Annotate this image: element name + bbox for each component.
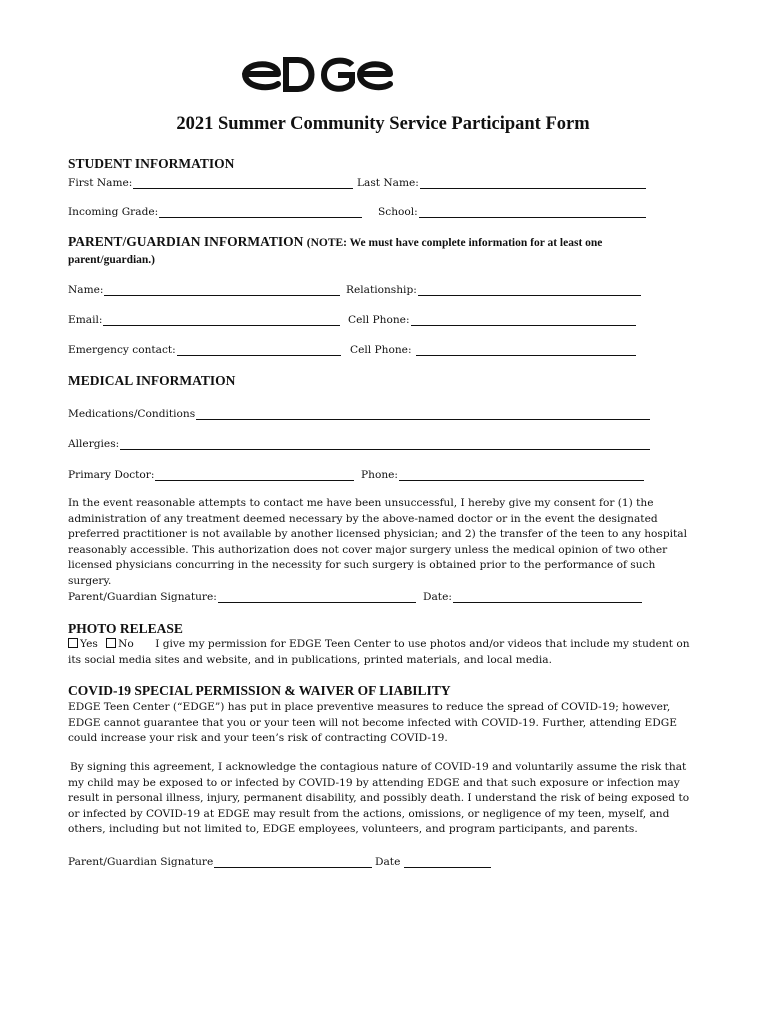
email-label: Email: [68, 314, 103, 326]
medical-signature-label: Parent/Guardian Signature: [68, 591, 217, 603]
primary-doctor-label: Primary Doctor: [68, 469, 155, 481]
emergency-cell-phone-field[interactable] [350, 341, 636, 356]
student-school-row [68, 203, 698, 219]
parent-note: (NOTE: We must have complete information for at least one parent/guardian.) [68, 237, 603, 266]
covid-heading: COVID-19 SPECIAL PERMISSION & WAIVER OF LIABILITY [68, 683, 451, 698]
emergency-cell-phone-label: Cell Phone: [350, 344, 412, 356]
email-field[interactable] [68, 311, 340, 326]
emergency-row [68, 341, 698, 357]
covid-paragraph-2: By signing this agreement, I acknowledge the contagious nature of COVID-19 and voluntarily assume the risk that my child may be exposed to or infected by COVID-19 by attending EDGE and that such exposure or infection may result in personal illness, injury, permanent disability, and possibly death. I understand the risk of being exposed to or infected by COVID-19 at EDGE may result from the actions, omissions, or negligence of my teen, myself, and others, including but not limited to, EDGE employees, volunteers, and program participants, and parents. [68, 761, 690, 836]
medications-label: Medications/Conditions [68, 408, 196, 420]
emergency-contact-field[interactable] [68, 341, 341, 356]
photo-release-heading: PHOTO RELEASE [68, 621, 183, 636]
relationship-field[interactable] [346, 281, 641, 296]
photo-yes-checkbox[interactable] [68, 638, 78, 648]
school-field[interactable] [378, 203, 646, 218]
allergies-label: Allergies: [68, 438, 120, 450]
form-title: 2021 Summer Community Service Participant Form [176, 114, 590, 134]
medical-date-label: Date: [423, 591, 452, 603]
medical-consent-text [68, 496, 698, 590]
medications-field[interactable] [68, 405, 650, 420]
covid-text-1 [68, 700, 698, 747]
covid-text-2 [68, 760, 698, 838]
photo-release-paragraph: I give my permission for EDGE Teen Center to use photos and/or videos that include my student on its social media sites and website, and in publications, printed materials, and local media. [68, 638, 690, 666]
medications-row [68, 405, 698, 421]
medical-consent-paragraph: In the event reasonable attempts to contact me have been unsuccessful, I hereby give my consent for (1) the administration of any treatment deemed necessary by the above-named doctor or in the event the designated preferred practitioner is not available by another licensed physician; and 2) the transfer of the teen to any hospital reasonably accessible. This authorization does not cover major surgery unless the medical opinion of two other licensed physicians concurring in the necessity for such surgery is obtained prior to the performance of such surgery. [68, 497, 687, 587]
cell-phone-label: Cell Phone: [348, 314, 410, 326]
primary-doctor-field[interactable] [68, 466, 354, 481]
doctor-phone-field[interactable] [361, 466, 644, 481]
last-name-label: Last Name: [357, 177, 419, 189]
doctor-row [68, 466, 698, 482]
parent-heading-text: PARENT/GUARDIAN INFORMATION [68, 234, 304, 249]
last-name-field[interactable] [357, 174, 646, 189]
parent-heading [68, 234, 648, 268]
medical-signature-field[interactable] [68, 588, 416, 603]
first-name-field[interactable] [68, 174, 353, 189]
medical-signature-row [68, 588, 698, 604]
medical-date-field[interactable] [423, 588, 642, 603]
covid-signature-field[interactable] [68, 853, 372, 868]
covid-signature-label: Parent/Guardian Signature [68, 856, 214, 868]
photo-yes-label: Yes [80, 638, 98, 650]
allergies-field[interactable] [68, 435, 650, 450]
photo-no-label: No [118, 638, 134, 650]
relationship-label: Relationship: [346, 284, 417, 296]
photo-release-text [68, 637, 698, 668]
medical-heading: MEDICAL INFORMATION [68, 373, 236, 388]
photo-no-checkbox[interactable] [106, 638, 116, 648]
parent-contact-row [68, 311, 698, 327]
parent-name-row [68, 281, 698, 297]
covid-date-label: Date [375, 856, 401, 868]
first-name-label: First Name: [68, 177, 133, 189]
incoming-grade-label: Incoming Grade: [68, 206, 159, 218]
parent-name-field[interactable] [68, 281, 340, 296]
school-label: School: [378, 206, 418, 218]
parent-name-label: Name: [68, 284, 104, 296]
incoming-grade-field[interactable] [68, 203, 362, 218]
covid-date-field[interactable] [375, 853, 491, 868]
covid-signature-row [68, 853, 698, 869]
edge-logo [240, 50, 395, 95]
emergency-contact-label: Emergency contact: [68, 344, 176, 356]
student-name-row [68, 174, 698, 190]
covid-paragraph-1: EDGE Teen Center (“EDGE”) has put in place preventive measures to reduce the spread of COVID-19; however, EDGE cannot guarantee that you or your teen will not become infected with COVID-19. Further, attending EDGE could increase your risk and your teen’s risk of contracting COVID-19. [68, 701, 677, 745]
student-heading: STUDENT INFORMATION [68, 156, 235, 171]
cell-phone-field[interactable] [348, 311, 636, 326]
doctor-phone-label: Phone: [361, 469, 398, 481]
allergies-row [68, 435, 698, 451]
